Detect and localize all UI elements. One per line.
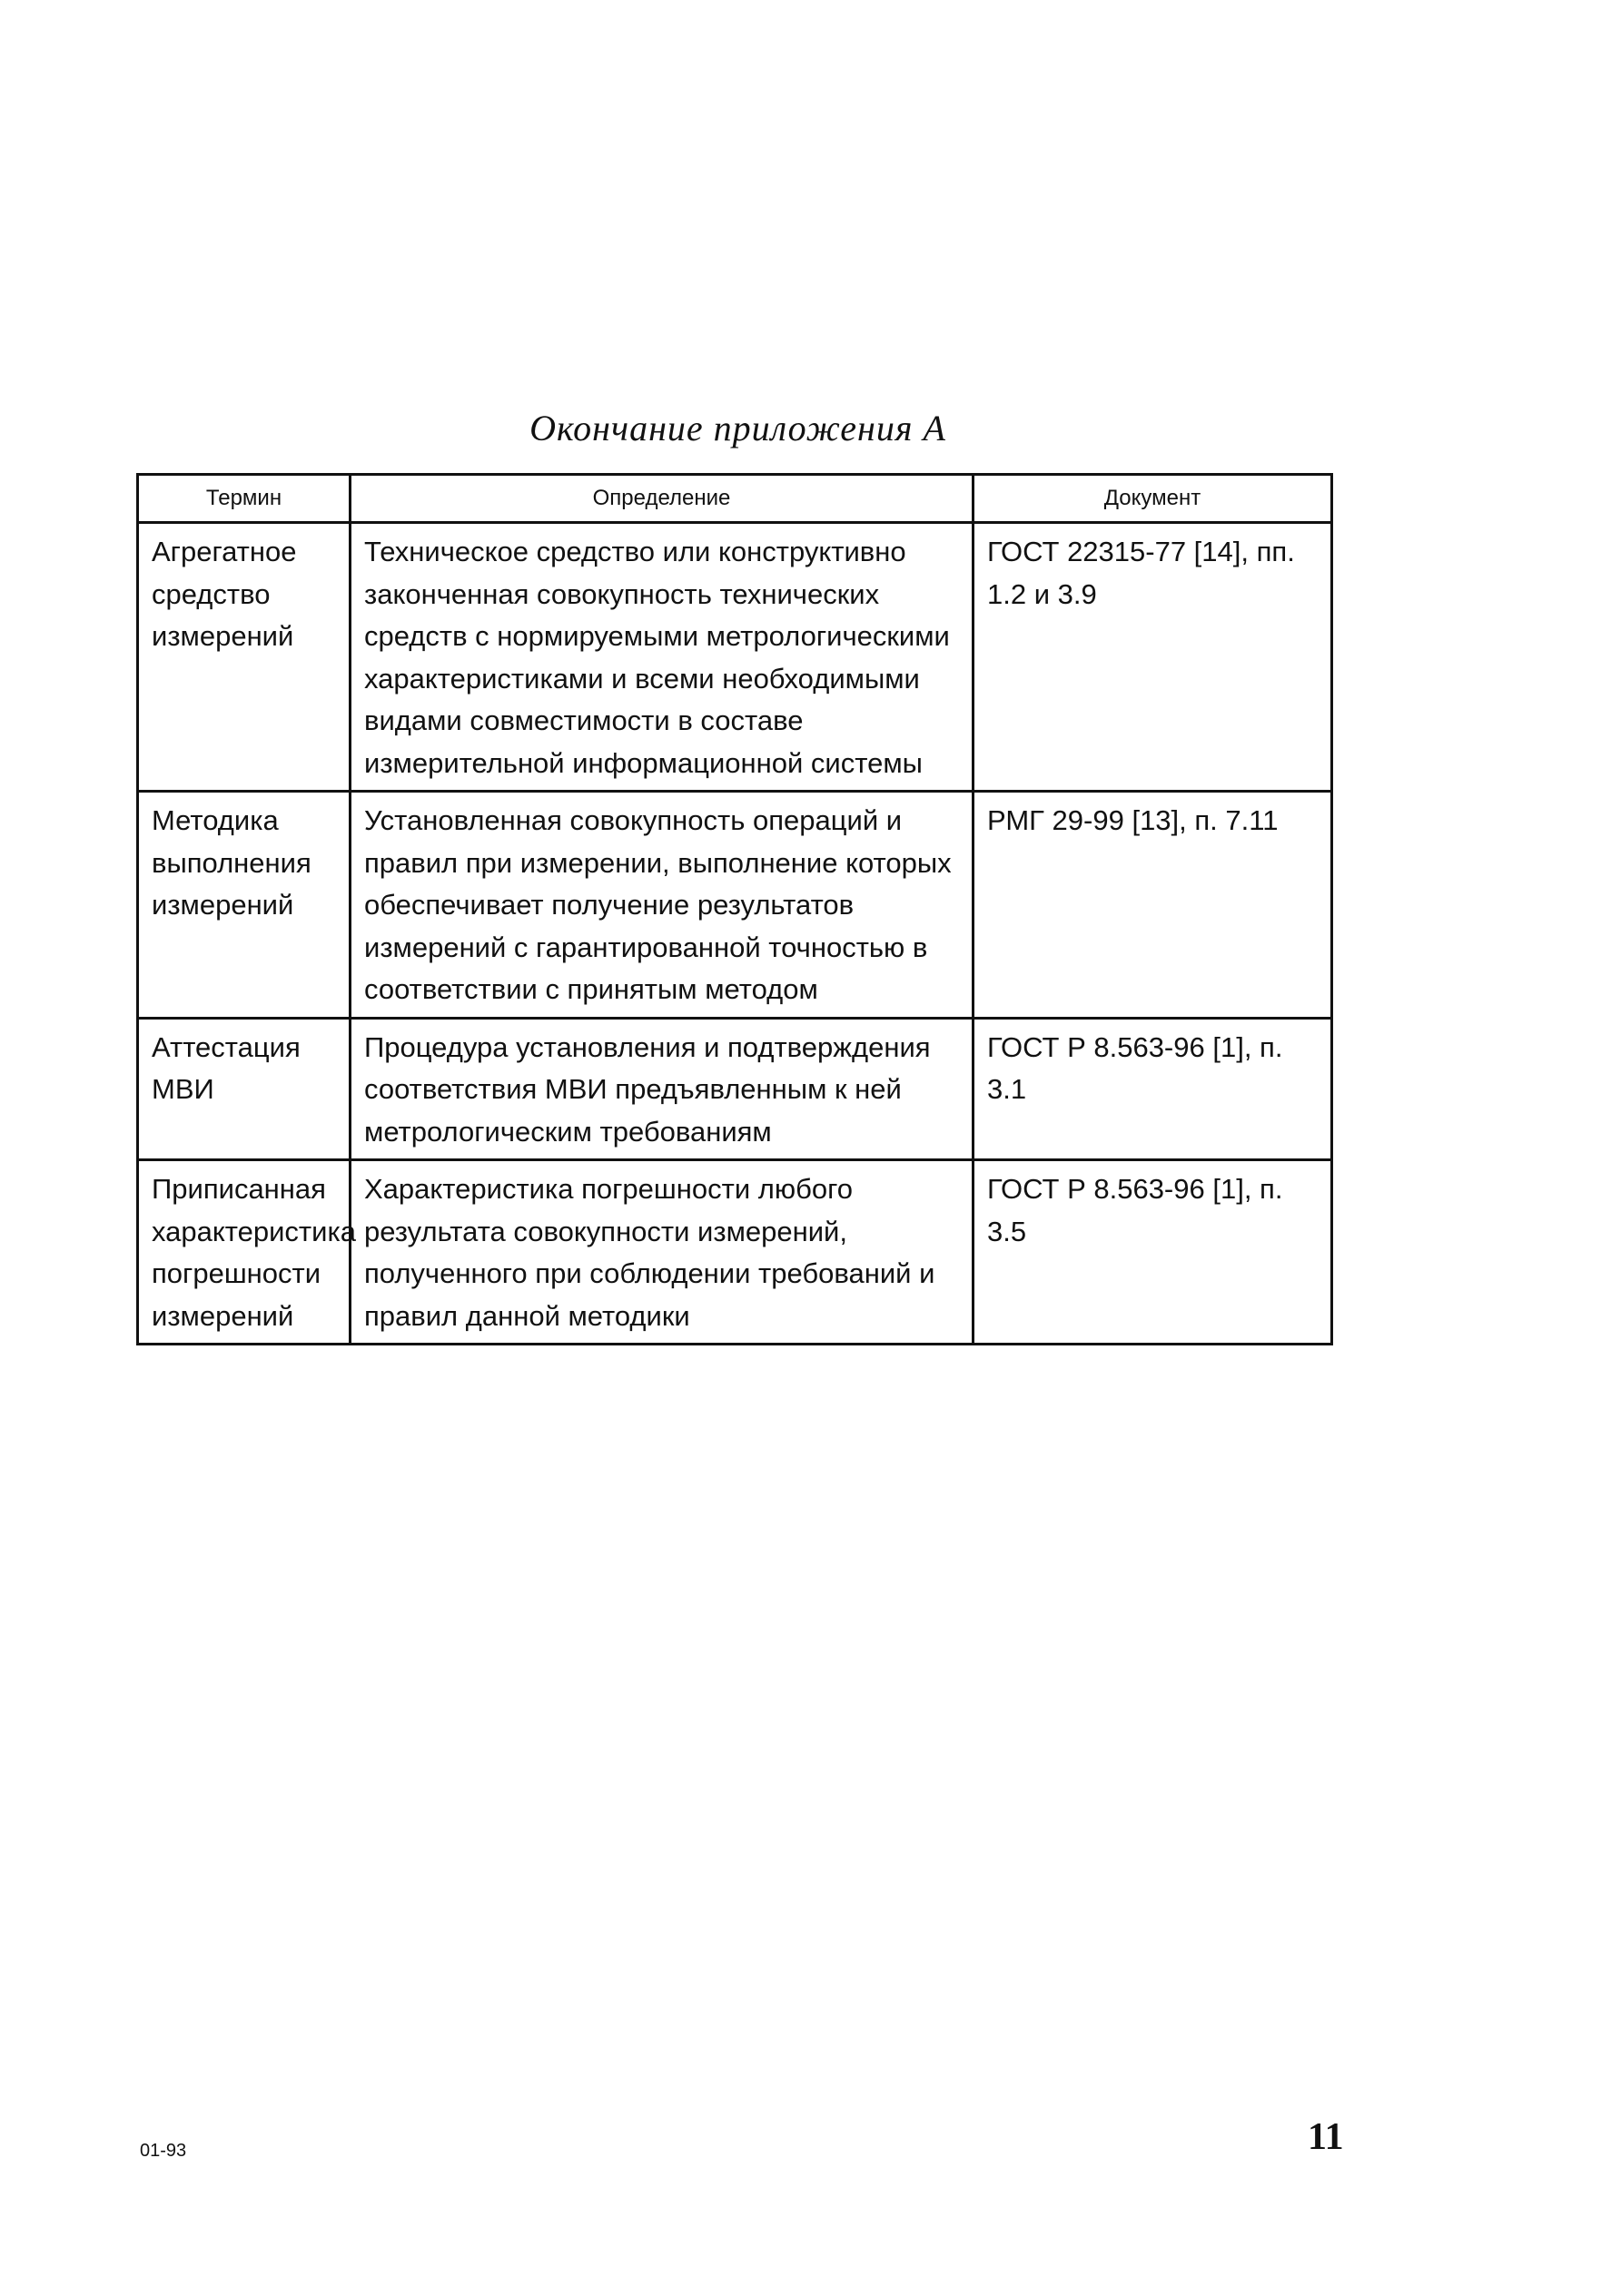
page-number: 11	[1308, 2116, 1344, 2158]
table-row	[138, 1018, 1332, 1160]
document-cell: ГОСТ Р 8.563-96 [1], п. 3.1	[974, 1018, 1332, 1160]
terms-table	[136, 473, 1333, 1345]
appendix-caption: Окончание приложения А	[529, 408, 946, 448]
header-document: Документ	[974, 475, 1332, 523]
term-cell: Методика выполнения измерений	[138, 792, 351, 1019]
term-cell: Приписанная характеристика погрешности измерений	[138, 1160, 351, 1345]
header-definition: Определение	[351, 475, 974, 523]
table-row	[138, 523, 1332, 792]
table-header-row	[138, 475, 1332, 523]
definition-cell: Установленная совокупность операций и правил при измерении, выполнение которых обеспечивает получение результатов измерений с гарантированной точностью в соответствии с принятым методом	[351, 792, 974, 1019]
header-term: Термин	[138, 475, 351, 523]
document-code: 01-93	[140, 2141, 187, 2161]
document-cell: РМГ 29-99 [13], п. 7.11	[974, 792, 1332, 1019]
table-row	[138, 792, 1332, 1019]
term-cell: Аттестация МВИ	[138, 1018, 351, 1160]
definition-cell: Техническое средство или конструктивно законченная совокупность технических средств с нормируемыми метрологическими характеристиками и всеми необходимыми видами совместимости в составе измерительной информационной системы	[351, 523, 974, 792]
term-cell: Агрегатное средство измерений	[138, 523, 351, 792]
table-row	[138, 1160, 1332, 1345]
definition-cell: Процедура установления и подтверждения соответствия МВИ предъявленным к ней метрологическим требованиям	[351, 1018, 974, 1160]
document-cell: ГОСТ Р 8.563-96 [1], п. 3.5	[974, 1160, 1332, 1345]
definition-cell: Характеристика погрешности любого результата совокупности измерений, полученного при соблюдении требований и правил данной методики	[351, 1160, 974, 1345]
document-cell: ГОСТ 22315-77 [14], пп. 1.2 и 3.9	[974, 523, 1332, 792]
